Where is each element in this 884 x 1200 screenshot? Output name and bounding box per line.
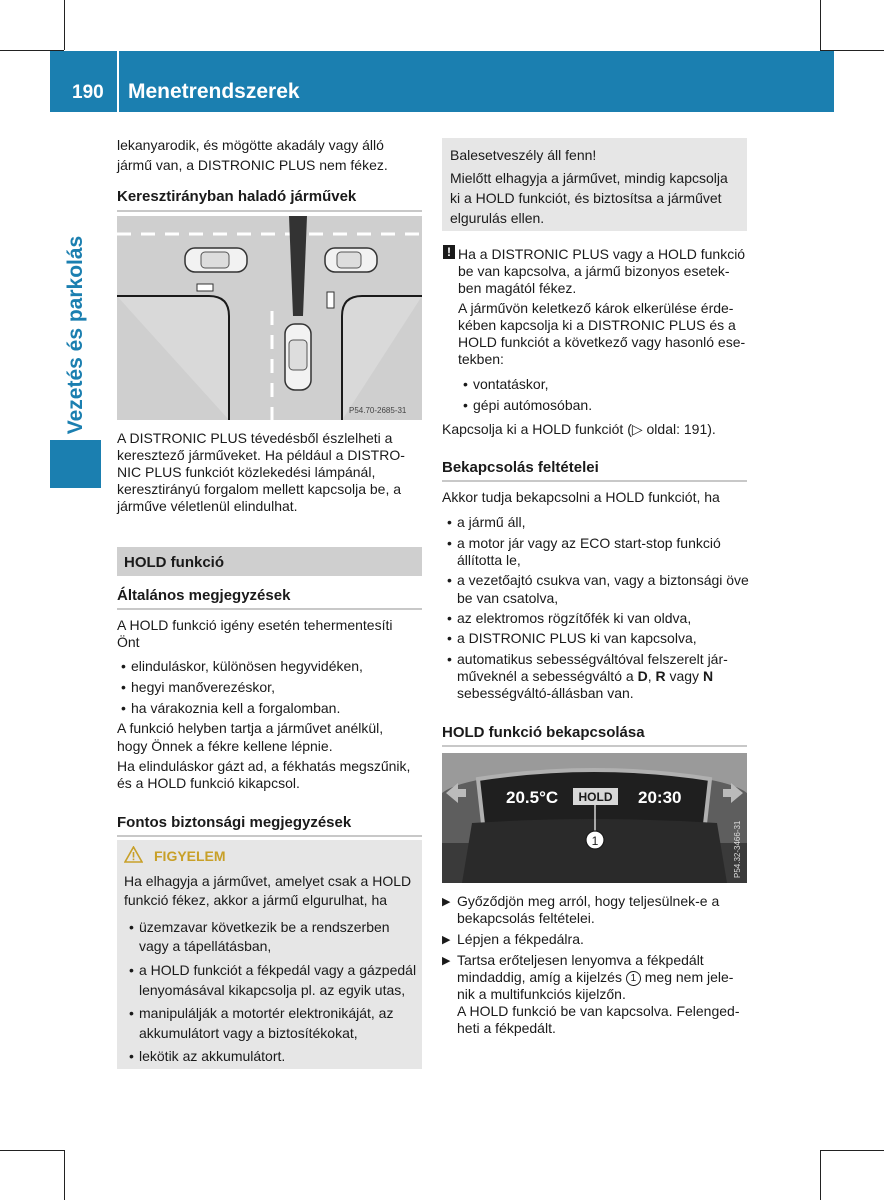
step-line: bekapcsolás feltételei.	[457, 910, 595, 926]
general-intro-line: Önt	[117, 634, 140, 650]
notice-line: ben magától fékez.	[458, 280, 577, 296]
warning-item: • a HOLD funkciót a fékpedál vagy a gázpedál	[139, 962, 416, 980]
list-item: • automatikus sebességváltóval felszerelt jár-	[457, 651, 728, 669]
heading-rule	[117, 210, 422, 212]
activation-heading: HOLD funkció bekapcsolása	[442, 724, 645, 741]
warning-item-cont: lenyomásával kikapcsolja pl. az egyik utas,	[139, 982, 406, 998]
cross-text-line: keresztező járműveket. Ha például a DISTRO-	[117, 447, 405, 463]
list-item: • gépi autómosóban.	[473, 397, 592, 415]
general-text-line: Ha elinduláskor gázt ad, a fékhatás megszűnik,	[117, 758, 411, 774]
crop-mark	[820, 1150, 821, 1200]
list-item: • elinduláskor, különösen hegyvidéken,	[131, 658, 363, 676]
temperature-readout: 20.5°C	[506, 788, 559, 807]
list-item: • a jármű áll,	[457, 514, 525, 532]
general-intro-line: A HOLD funkció igény esetén tehermentesíti	[117, 617, 393, 633]
general-text-line: A funkció helyben tartja a járművet anélkül,	[117, 720, 384, 736]
heading-rule	[442, 480, 747, 482]
danger-line: Mielőtt elhagyja a járművet, mindig kapcsolja	[450, 170, 728, 186]
intersection-illustration	[117, 216, 422, 420]
warning-item-cont: akkumulátort vagy a biztosítékokat,	[139, 1025, 358, 1041]
notice-line: kében kapcsolja ki a DISTRONIC PLUS és a	[458, 317, 736, 333]
hold-section-title: HOLD funkció	[124, 554, 224, 571]
notice-line: Ha a DISTRONIC PLUS vagy a HOLD funkció	[458, 246, 746, 262]
list-item-cont: sebességváltó-állásban van.	[457, 685, 634, 701]
heading-rule	[117, 608, 422, 610]
warning-text-line: Ha elhagyja a járművet, amelyet csak a HOLD	[124, 873, 412, 889]
traffic-light-left	[197, 284, 213, 291]
callout-ref-icon: 1	[626, 971, 641, 986]
intro-line: lekanyarodik, és mögötte akadály vagy álló	[117, 137, 384, 153]
intro-line: jármű van, a DISTRONIC PLUS nem fékez.	[117, 157, 388, 173]
list-item-cont: állította le,	[457, 552, 521, 568]
step-arrow-icon: ▶	[442, 934, 451, 946]
step-arrow-icon: ▶	[442, 896, 451, 908]
figure-code: P54.70-2685-31	[349, 406, 407, 415]
notice-line: tekben:	[458, 351, 504, 367]
step-result: A HOLD funkció be van kapcsolva. Felenged-	[457, 1003, 740, 1019]
general-text-line: és a HOLD funkció kikapcsol.	[117, 775, 300, 791]
danger-line: elgurulás ellen.	[450, 210, 545, 226]
step-line: Tartsa erőteljesen lenyomva a fékpedált	[457, 952, 704, 968]
warning-triangle-icon	[124, 846, 143, 863]
list-item: • a vezetőajtó csukva van, vagy a biztonsági öve	[457, 572, 749, 590]
step-line: Győződjön meg arról, hogy teljesülnek-e a	[457, 893, 720, 909]
list-item-cont: műveknél a sebességváltó a D, R vagy N	[457, 668, 714, 684]
warning-item: • lekötik az akkumulátort.	[139, 1048, 285, 1066]
header-divider	[117, 51, 119, 112]
conditions-heading: Bekapcsolás feltételei	[442, 459, 599, 476]
cross-text-line: NIC PLUS funkciót közlekedési lámpánál,	[117, 464, 376, 480]
warning-item-cont: vagy a tápellátásban,	[139, 938, 272, 954]
notice-line: HOLD funkciót a következő vagy hasonló ese-	[458, 334, 746, 350]
exclamation-icon: !	[443, 245, 455, 259]
notice-line: A járművön keletkező károk elkerülése érde-	[458, 300, 734, 316]
warning-item: • üzemzavar következik be a rendszerben	[139, 919, 390, 937]
cross-traffic-heading: Keresztirányban haladó járművek	[117, 188, 357, 205]
general-notes-heading: Általános megjegyzések	[117, 587, 291, 604]
page-title: Menetrendszerek	[128, 80, 300, 103]
heading-rule	[117, 835, 422, 837]
clock-readout: 20:30	[638, 788, 682, 807]
list-item: • a DISTRONIC PLUS ki van kapcsolva,	[457, 630, 697, 648]
crop-mark	[64, 0, 65, 50]
list-item: • a motor jár vagy az ECO start-stop funkció	[457, 535, 721, 553]
crop-mark	[0, 1150, 64, 1151]
hold-indicator-label: HOLD	[578, 790, 613, 804]
figure-code: P54.32-3466-31	[733, 820, 742, 878]
danger-line: ki a HOLD funkciót, és biztosítsa a járművet	[450, 190, 722, 206]
notice-line: be van kapcsolva, a jármű bizonyos esetek-	[458, 263, 730, 279]
traffic-light-right	[327, 292, 334, 308]
crop-mark	[820, 0, 821, 50]
conditions-intro: Akkor tudja bekapcsolni a HOLD funkciót, ha	[442, 489, 720, 505]
cross-text-line: keresztirányú forgalom mellett kapcsolja be, a	[117, 481, 402, 497]
crossing-car-left	[185, 248, 247, 272]
own-car	[285, 324, 311, 390]
warning-title: FIGYELEM	[154, 848, 226, 864]
list-item-cont: be van csatolva,	[457, 590, 559, 606]
step-line: mindaddig, amíg a kijelzés 1 meg nem jele-	[457, 969, 734, 985]
list-item: • az elektromos rögzítőfék ki van oldva,	[457, 610, 691, 628]
callout-number: 1	[591, 834, 599, 848]
step-line: nik a multifunkciós kijelzőn.	[457, 986, 626, 1002]
side-tab-marker	[50, 440, 101, 488]
cross-text-line: A DISTRONIC PLUS tévedésből észlelheti a	[117, 430, 393, 446]
list-item: • hegyi manőverezéskor,	[131, 679, 275, 697]
list-item: • vontatáskor,	[473, 376, 549, 394]
danger-line: Balesetveszély áll fenn!	[450, 147, 597, 163]
section-side-tab: Vezetés és parkolás	[64, 235, 87, 435]
crop-mark	[820, 1150, 884, 1151]
page-reference: Kapcsolja ki a HOLD funkciót (▷ oldal: 191).	[442, 421, 716, 437]
step-arrow-icon: ▶	[442, 955, 451, 967]
step-result: heti a fékpedált.	[457, 1020, 556, 1036]
crop-mark	[64, 1150, 65, 1200]
crossing-car-right	[325, 248, 377, 272]
multifunction-display-photo	[442, 753, 747, 883]
warning-item: • manipulálják a motortér elektronikáját, az	[139, 1005, 393, 1023]
warning-text-line: funkció fékez, akkor a jármű elgurulhat, ha	[124, 892, 388, 908]
step-line: Lépjen a fékpedálra.	[457, 931, 584, 947]
list-item: • ha várakoznia kell a forgalomban.	[131, 700, 340, 718]
general-text-line: hogy Önnek a fékre kellene lépnie.	[117, 738, 333, 754]
page-number: 190	[72, 82, 104, 103]
safety-notes-heading: Fontos biztonsági megjegyzések	[117, 814, 352, 831]
cross-text-line: járműve véletlenül elindulhat.	[117, 498, 298, 514]
heading-rule	[442, 745, 747, 747]
